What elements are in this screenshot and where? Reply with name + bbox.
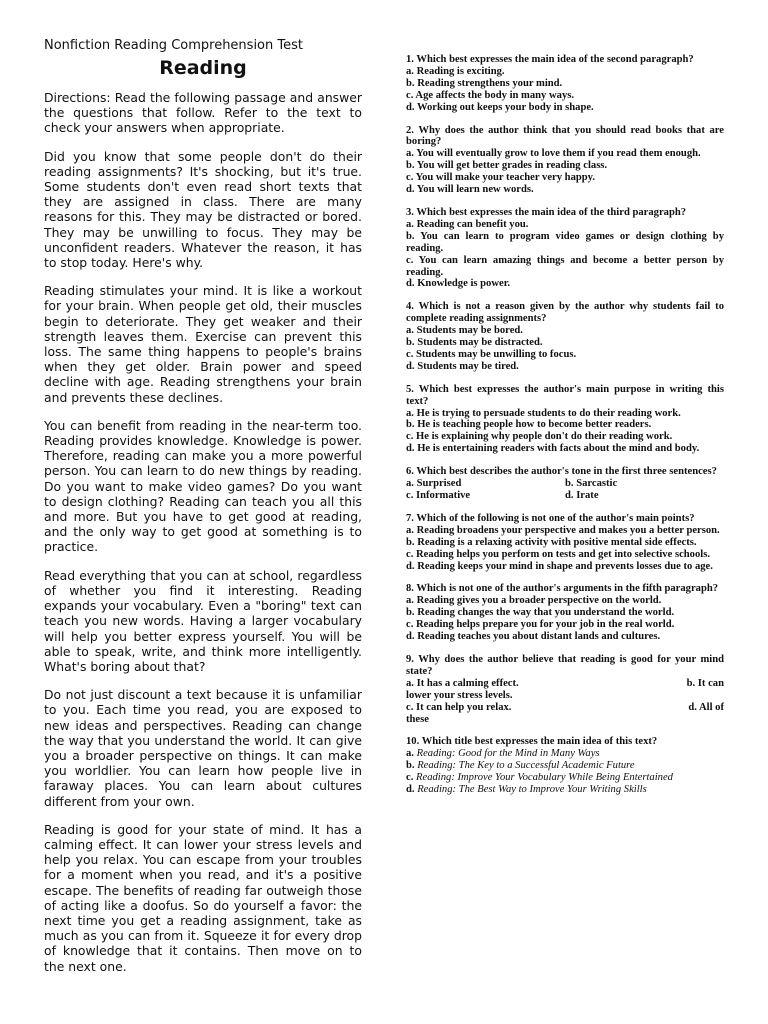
answer-option: b. Reading changes the way that you understand the world.: [406, 607, 675, 619]
question-stem: 3. Which best expresses the main idea of the third paragraph?: [406, 206, 687, 218]
answer-option: d. Reading teaches you about distant lands and cultures.: [406, 631, 661, 643]
passage-paragraph: You can benefit from reading in the near-term too. Reading provides knowledge. Knowledge is power. Therefore, reading can make you a more powerful person. You can learn to do new things by reading. Do you want to make video games? Do you want to design clothing? Reading can teach you all this and more. But you have to get good at reading, and the only way to get good at something is to practice.: [44, 417, 362, 555]
answer-option: lower your stress levels.: [406, 689, 513, 701]
question-2: [406, 125, 724, 196]
answer-option: b. Reading: The Key to a Successful Academic Future: [406, 760, 635, 772]
answer-option: a. Reading is exciting.: [406, 65, 505, 77]
answer-option: b. He is teaching people how to become better readers.: [406, 419, 652, 431]
question-stem: 6. Which best describes the author's tone in the first three sentences?: [406, 466, 717, 478]
page-title: Reading: [159, 57, 247, 79]
answer-option: c. You can learn amazing things and become a better person by reading.: [406, 254, 724, 278]
passage-paragraph: Do not just discount a text because it is unfamiliar to you. Each time you read, you are exposed to new ideas and perspectives. Reading can change the way that you understand the world. It can give you a broader perspective on things. It can make you worldlier. You can learn how people live in faraway places. You can learn about cultures different from your own.: [44, 687, 362, 809]
question-5: [406, 384, 724, 455]
answer-option: b. Students may be distracted.: [406, 337, 543, 349]
answer-option: c. He is explaining why people don't do their reading work.: [406, 431, 673, 443]
answer-option: d. He is entertaining readers with facts about the mind and body.: [406, 443, 700, 455]
answer-option: d. All of: [688, 701, 724, 713]
question-8: [406, 583, 724, 643]
answer-option: c. Age affects the body in many ways.: [406, 89, 575, 101]
passage-paragraph: Did you know that some people don't do their reading assignments? It's shocking, but it's true. Some students don't even read short texts that they are assigned in class. There are many reasons for this. They may be distracted or bored. They may be unwilling to focus. They may be unconfident readers. Whatever the reason, it has to stop today. Here's why.: [44, 148, 362, 271]
test-subtitle: Nonfiction Reading Comprehension Test: [44, 38, 303, 53]
question-4: [406, 301, 724, 372]
answer-option: a. Reading gives you a broader perspective on the world.: [406, 595, 662, 607]
answer-option: a. Students may be bored.: [406, 325, 523, 337]
question-9: [406, 654, 724, 725]
answer-option: d. Irate: [565, 490, 599, 501]
question-stem: 2. Why does the author think that you should read books that are boring?: [406, 124, 724, 148]
question-7: [406, 513, 724, 573]
answer-option: c. Reading: Improve Your Vocabulary While Being Entertained: [406, 772, 673, 784]
answer-option: a. Surprised: [406, 478, 462, 490]
answer-option: d. Knowledge is power.: [406, 278, 511, 290]
question-stem: 7. Which of the following is not one of the author's main points?: [406, 512, 695, 524]
answer-option: b. Reading strengthens your mind.: [406, 77, 563, 89]
passage-column: [44, 38, 362, 987]
question-stem: 5. Which best expresses the author's main purpose in writing this text?: [406, 383, 724, 407]
question-stem: 4. Which is not a reason given by the author why students fail to complete reading assignments?: [406, 301, 724, 325]
answer-option: c. It can help you relax.: [406, 701, 512, 713]
answer-option: b. It can: [686, 677, 724, 689]
directions-paragraph: Directions: Read the following passage and answer the questions that follow. Refer to the text to check your answers when appropriate.: [44, 90, 362, 136]
answer-option: d. Reading keeps your mind in shape and prevents losses due to age.: [406, 560, 713, 572]
answer-option: c. Informative: [406, 490, 471, 501]
answer-option: d. You will learn new words.: [406, 184, 534, 196]
answer-option: a. Reading: Good for the Mind in Many Ways: [406, 748, 600, 760]
question-1: [406, 54, 724, 114]
answer-option: c. Reading helps prepare you for your job in the real world.: [406, 619, 675, 631]
question-3: [406, 207, 724, 290]
question-10: [406, 736, 724, 796]
answer-option: a. Reading can benefit you.: [406, 218, 529, 230]
passage-paragraph: Read everything that you can at school, regardless of whether you find it interesting. Reading expands your vocabulary. Even a "boring" text can teach you new words. Having a larger vocabulary will help you better express yourself. You will be able to speak, write, and think more intelligently. What's boring about that?: [44, 567, 362, 674]
question-6: [406, 466, 724, 502]
answer-option: b. Reading is a relaxing activity with positive mental side effects.: [406, 536, 697, 548]
answer-option: c. Reading helps you perform on tests and get into selective schools.: [406, 548, 710, 560]
answer-option: a. He is trying to persuade students to do their reading work.: [406, 407, 681, 419]
questions-column: [406, 54, 724, 807]
question-stem: 1. Which best expresses the main idea of the second paragraph?: [406, 54, 694, 65]
answer-option: c. You will make your teacher very happy.: [406, 172, 596, 184]
answer-option: b. You can learn to program video games or design clothing by reading.: [406, 230, 724, 254]
answer-option: b. You will get better grades in reading class.: [406, 160, 608, 172]
passage-paragraph: Reading is good for your state of mind. It has a calming effect. It can lower your stress levels and help you relax. You can escape from your troubles for a moment when you read, and it's a positive escape. The benefits of reading far outweigh those of acting like a doofus. So do yourself a favor: the next time you get a reading assignment, take as much as you can from it. Squeeze it for every drop of knowledge that it contains. Then move on to the next one.: [44, 821, 362, 974]
answer-option: these: [406, 713, 429, 725]
answer-option: c. Students may be unwilling to focus.: [406, 348, 577, 360]
answer-option: d. Reading: The Best Way to Improve Your Writing Skills: [406, 784, 647, 796]
answer-option: a. Reading broadens your perspective and makes you a better person.: [406, 524, 720, 536]
question-stem: 10. Which title best expresses the main idea of this text?: [406, 736, 658, 748]
answer-option: b. Sarcastic: [565, 478, 618, 490]
answer-option: d. Students may be tired.: [406, 360, 519, 372]
passage-paragraph: Reading stimulates your mind. It is like a workout for your brain. When people get old, their muscles begin to deteriorate. They get weaker and their strength leaves them. Exercise can prevent this loss. The same thing happens to people's brains when they get older. Brain power and speed decline with age. Reading strengthens your brain and prevents these declines.: [44, 283, 362, 405]
question-stem: 8. Which is not one of the author's arguments in the fifth paragraph?: [406, 583, 719, 595]
answer-option: d. Working out keeps your body in shape.: [406, 101, 594, 113]
answer-option: a. It has a calming effect.: [406, 677, 519, 689]
answer-option: a. You will eventually grow to love them if you read them enough.: [406, 148, 701, 160]
question-stem: 9. Why does the author believe that reading is good for your mind state?: [406, 653, 724, 677]
